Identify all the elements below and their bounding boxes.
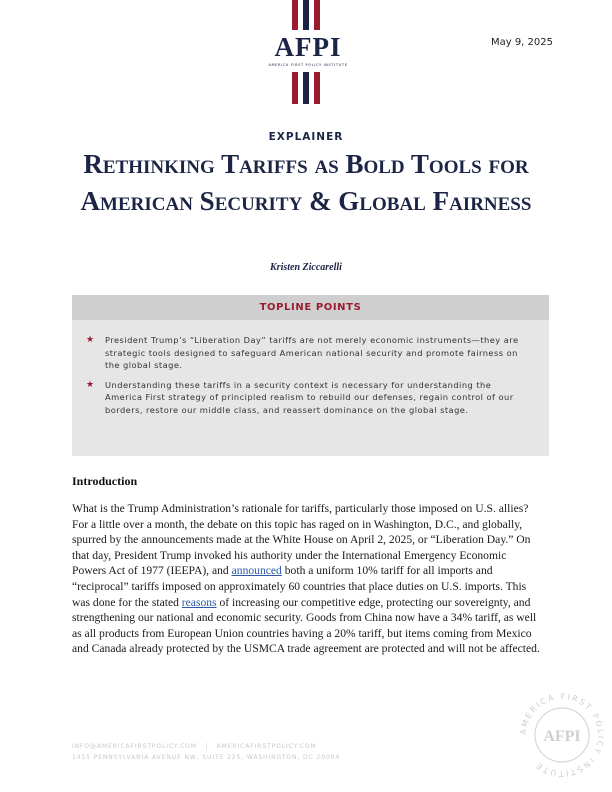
topline-heading: TOPLINE POINTS [72,295,549,320]
seal-center-text: AFPI [543,728,581,745]
star-icon: ★ [86,379,95,390]
section-heading-introduction: Introduction [72,474,138,488]
document-type: EXPLAINER [268,131,344,143]
logo-navy-stripe [303,0,309,30]
seal-ring-text: AMERICA FIRST POLICY INSTITUTE [518,691,606,779]
footer-email: INFO@AMERICAFIRSTPOLICY.COM [72,743,197,750]
topline-points-box [72,295,549,456]
star-icon: ★ [86,335,95,345]
footer-contact-line [72,741,340,752]
logo-navy-stripe-bottom [303,72,309,104]
reasons-link[interactable]: reasons [181,595,217,609]
logo-red-stripe-bottom-right [314,72,320,104]
publication-date: May 9, 2025 [490,37,553,48]
footer-separator: | [205,743,209,750]
topline-list [72,320,549,416]
paragraph-text: What is the Trump Administration’s rationale for tariffs, particularly those imposed on U.S. allies? For a little over a month, the debate on this topic has raged on in Washington, D.C., and globally, spurred by the announcements made at the White House on April 2, 2025, or “Liberation Day.” On that day, President Trump invoked his authority under the International Emergency Economic Powers Act of 1977 (IEEPA), and [72,502,531,578]
introduction-paragraph [72,501,540,657]
footer [72,741,340,763]
paragraph-text: of increasing our competitive edge, protecting our sovereignty, and strengthening our national and economic security. Goods from China now have a 34% tariff, as well as all products from European Union countries having a 20% tariff, but items coming from Mexico and Canada already protected by the USMCA trade agreement are protected and will not be affected. [72,595,540,656]
topline-item-text: Understanding these tariffs in a security context is necessary for understanding the America First strategy of principled realism to rebuild our defenses, regain control of our borders, restore our middle class, and reassert dominance on the global stage. [105,379,514,415]
topline-item [86,379,529,417]
footer-website: AMERICAFIRSTPOLICY.COM [216,743,317,750]
afpi-seal-watermark [512,685,612,785]
topline-item [86,334,529,372]
logo-red-stripe-right [314,0,320,30]
author-name: Kristen Ziccarelli [270,262,342,273]
topline-item-text: President Trump’s “Liberation Day” tariffs are not merely economic instruments—they are strategic tools designed to safeguard American national security and promote fairness on the global stage. [105,335,519,370]
logo-wordmark: AFPI [274,32,342,62]
logo-red-stripe-left [292,0,298,30]
paragraph-text: both a uniform 10% tariff for all imports and “reciprocal” tariffs imposed on approximately 60 countries that place duties on U.S. imports. This was done for the stated [72,564,527,609]
document-title: Rethinking Tariffs as Bold Tools for American Security & Global Fairness [80,149,532,216]
afpi-logo [263,0,353,106]
logo-subtitle: AMERICA FIRST POLICY INSTITUTE [268,63,348,67]
logo-red-stripe-bottom-left [292,72,298,104]
announced-link[interactable]: announced [231,564,282,578]
footer-address: 1455 PENNSYLVANIA AVENUE NW, SUITE 225, WASHINGTON, DC 20004 [72,754,341,761]
